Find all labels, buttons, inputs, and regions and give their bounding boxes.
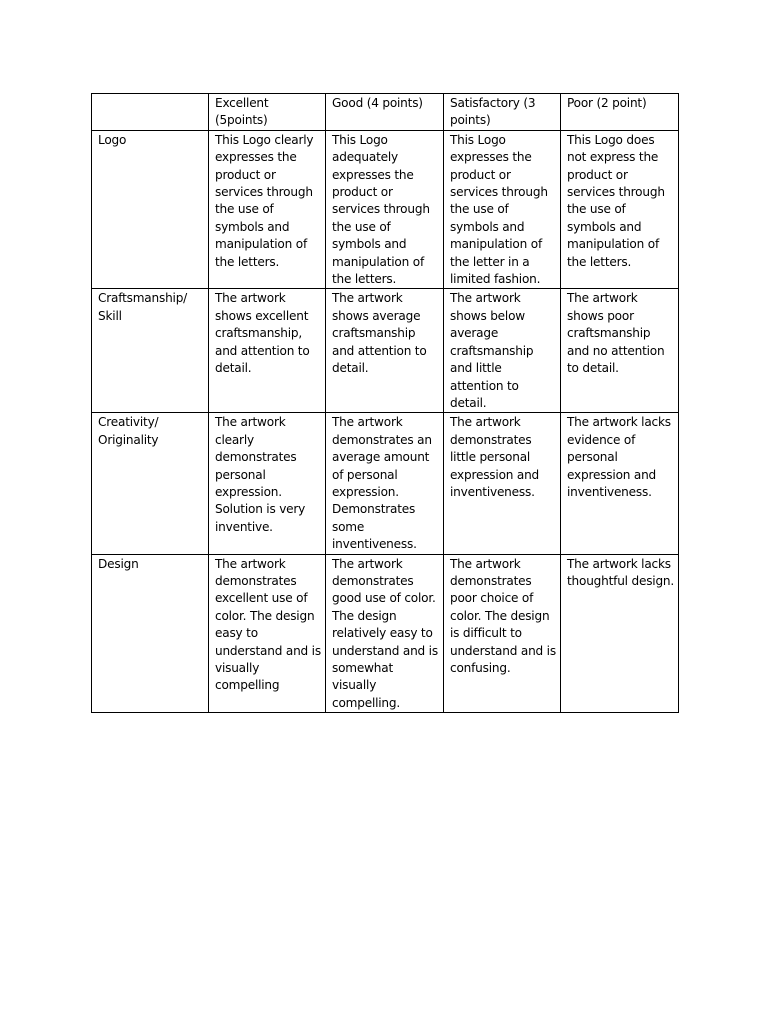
header-cell-good: Good (4 points): [326, 94, 444, 131]
satisfactory-cell: This Logo expresses the product or services through the use of symbols and manipulation of the letter in a limited fashion.: [444, 130, 561, 289]
header-cell-excellent: Excellent (5points): [209, 94, 326, 131]
excellent-cell: The artwork shows excellent craftsmanship, and attention to detail.: [209, 289, 326, 413]
excellent-cell: This Logo clearly expresses the product or services through the use of symbols and manipulation of the letters.: [209, 130, 326, 289]
poor-cell: The artwork lacks thoughtful design.: [561, 554, 679, 713]
satisfactory-cell: The artwork demonstrates little personal expression and inventiveness.: [444, 413, 561, 554]
header-cell-poor: Poor (2 point): [561, 94, 679, 131]
table-row: [92, 130, 679, 289]
criterion-cell: Design: [92, 554, 209, 713]
table-row: [92, 554, 679, 713]
good-cell: This Logo adequately expresses the product or services through the use of symbols and manipulation of the letters.: [326, 130, 444, 289]
excellent-cell: The artwork clearly demonstrates personal expression. Solution is very inventive.: [209, 413, 326, 554]
good-cell: The artwork shows average craftsmanship and attention to detail.: [326, 289, 444, 413]
criterion-cell: Creativity/ Originality: [92, 413, 209, 554]
satisfactory-cell: The artwork demonstrates poor choice of color. The design is difficult to understand and is confusing.: [444, 554, 561, 713]
table-row: [92, 289, 679, 413]
header-row: [92, 94, 679, 131]
header-cell-criterion: [92, 94, 209, 131]
table-row: [92, 413, 679, 554]
good-cell: The artwork demonstrates good use of color. The design relatively easy to understand and is somewhat visually compelling.: [326, 554, 444, 713]
poor-cell: The artwork lacks evidence of personal expression and inventiveness.: [561, 413, 679, 554]
good-cell: The artwork demonstrates an average amount of personal expression. Demonstrates some inventiveness.: [326, 413, 444, 554]
header-cell-satisfactory: Satisfactory (3 points): [444, 94, 561, 131]
poor-cell: This Logo does not express the product or services through the use of symbols and manipulation of the letters.: [561, 130, 679, 289]
excellent-cell: The artwork demonstrates excellent use of color. The design easy to understand and is visually compelling: [209, 554, 326, 713]
rubric-table: [91, 93, 679, 713]
criterion-cell: Logo: [92, 130, 209, 289]
poor-cell: The artwork shows poor craftsmanship and no attention to detail.: [561, 289, 679, 413]
satisfactory-cell: The artwork shows below average craftsmanship and little attention to detail.: [444, 289, 561, 413]
criterion-cell: Craftsmanship/ Skill: [92, 289, 209, 413]
